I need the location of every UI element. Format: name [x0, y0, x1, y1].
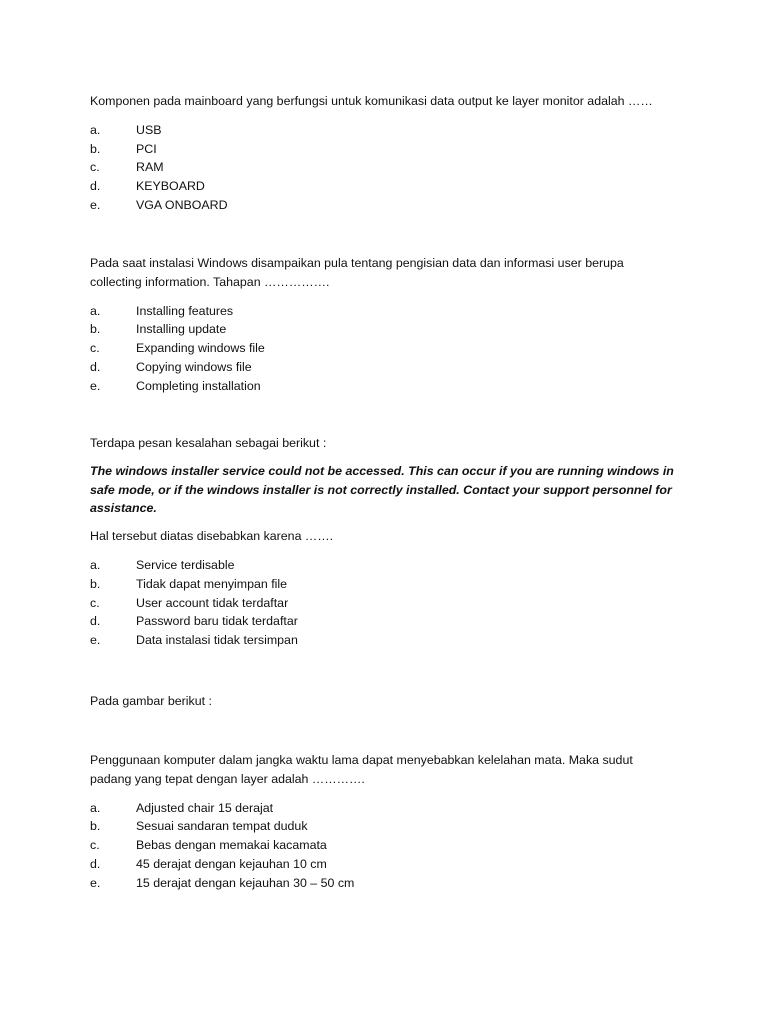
- option-a: [90, 302, 690, 321]
- option-b: [90, 817, 690, 836]
- question-2-options: [90, 302, 690, 396]
- option-letter: e.: [90, 197, 101, 212]
- option-text: USB: [136, 122, 162, 137]
- option-letter: c.: [90, 341, 100, 356]
- option-d: [90, 612, 690, 631]
- option-letter: c.: [90, 595, 100, 610]
- option-a: [90, 799, 690, 818]
- option-letter: b.: [90, 576, 101, 591]
- option-text: Completing installation: [136, 378, 261, 393]
- option-e: [90, 377, 690, 396]
- question-3-followup: Hal tersebut diatas disebabkan karena …….: [90, 529, 334, 544]
- question-3: [90, 434, 690, 650]
- option-c: [90, 158, 690, 177]
- option-letter: d.: [90, 359, 101, 374]
- question-1-text: Komponen pada mainboard yang berfungsi untuk komunikasi data output ke layer monitor adalah ……: [90, 94, 653, 108]
- option-letter: c.: [90, 160, 100, 175]
- option-letter: b.: [90, 322, 101, 337]
- option-text: Password baru tidak terdaftar: [136, 614, 298, 629]
- option-letter: d.: [90, 179, 101, 194]
- question-1: [90, 92, 690, 215]
- option-text: RAM: [136, 160, 164, 175]
- option-e: [90, 631, 690, 650]
- question-1-options: [90, 121, 690, 215]
- option-letter: e.: [90, 875, 101, 890]
- option-a: [90, 121, 690, 140]
- option-letter: b.: [90, 141, 101, 156]
- option-c: [90, 339, 690, 358]
- option-d: [90, 358, 690, 377]
- option-letter: d.: [90, 614, 101, 629]
- option-b: [90, 320, 690, 339]
- option-c: [90, 836, 690, 855]
- option-letter: a.: [90, 557, 101, 572]
- option-letter: a.: [90, 800, 101, 815]
- option-text: PCI: [136, 141, 157, 156]
- question-5: [90, 751, 690, 893]
- option-text: Installing features: [136, 303, 234, 318]
- question-3-text: Terdapa pesan kesalahan sebagai berikut :: [90, 436, 327, 450]
- option-text: 45 derajat dengan kejauhan 10 cm: [136, 856, 327, 871]
- option-b: [90, 575, 690, 594]
- option-d: [90, 177, 690, 196]
- error-message: The windows installer service could not be accessed. This can occur if you are running windows in safe mode, or if the windows installer is not correctly installed. Contact your support personnel for assistance.: [90, 463, 674, 516]
- option-letter: d.: [90, 856, 101, 871]
- question-4: [90, 692, 690, 711]
- option-text: Sesuai sandaran tempat duduk: [136, 819, 308, 834]
- option-letter: a.: [90, 303, 101, 318]
- option-d: [90, 855, 690, 874]
- question-4-text: Pada gambar berikut :: [90, 694, 212, 708]
- option-text: KEYBOARD: [136, 179, 205, 194]
- option-b: [90, 140, 690, 159]
- option-text: Tidak dapat menyimpan file: [136, 576, 288, 591]
- option-letter: a.: [90, 122, 101, 137]
- option-letter: b.: [90, 819, 101, 834]
- option-text: Adjusted chair 15 derajat: [136, 800, 274, 815]
- question-2: [90, 254, 690, 396]
- option-text: Data instalasi tidak tersimpan: [136, 633, 298, 648]
- question-3-options: [90, 556, 690, 650]
- question-5-options: [90, 799, 690, 893]
- option-e: [90, 874, 690, 893]
- option-text: VGA ONBOARD: [136, 197, 228, 212]
- option-a: [90, 556, 690, 575]
- option-letter: e.: [90, 378, 101, 393]
- option-text: 15 derajat dengan kejauhan 30 – 50 cm: [136, 875, 355, 890]
- question-2-text: Pada saat instalasi Windows disampaikan pula tentang pengisian data dan informasi user berupa collecting information. Tahapan …………….: [90, 256, 624, 289]
- option-text: Bebas dengan memakai kacamata: [136, 838, 327, 853]
- option-letter: c.: [90, 838, 100, 853]
- option-text: Service terdisable: [136, 557, 235, 572]
- option-text: Expanding windows file: [136, 341, 265, 356]
- question-5-text: Penggunaan komputer dalam jangka waktu lama dapat menyebabkan kelelahan mata. Maka sudut padang yang tepat dengan layer adalah ………….: [90, 753, 633, 786]
- option-e: [90, 196, 690, 215]
- option-text: Copying windows file: [136, 359, 252, 374]
- option-letter: e.: [90, 633, 101, 648]
- option-text: User account tidak terdaftar: [136, 595, 289, 610]
- option-c: [90, 594, 690, 613]
- option-text: Installing update: [136, 322, 227, 337]
